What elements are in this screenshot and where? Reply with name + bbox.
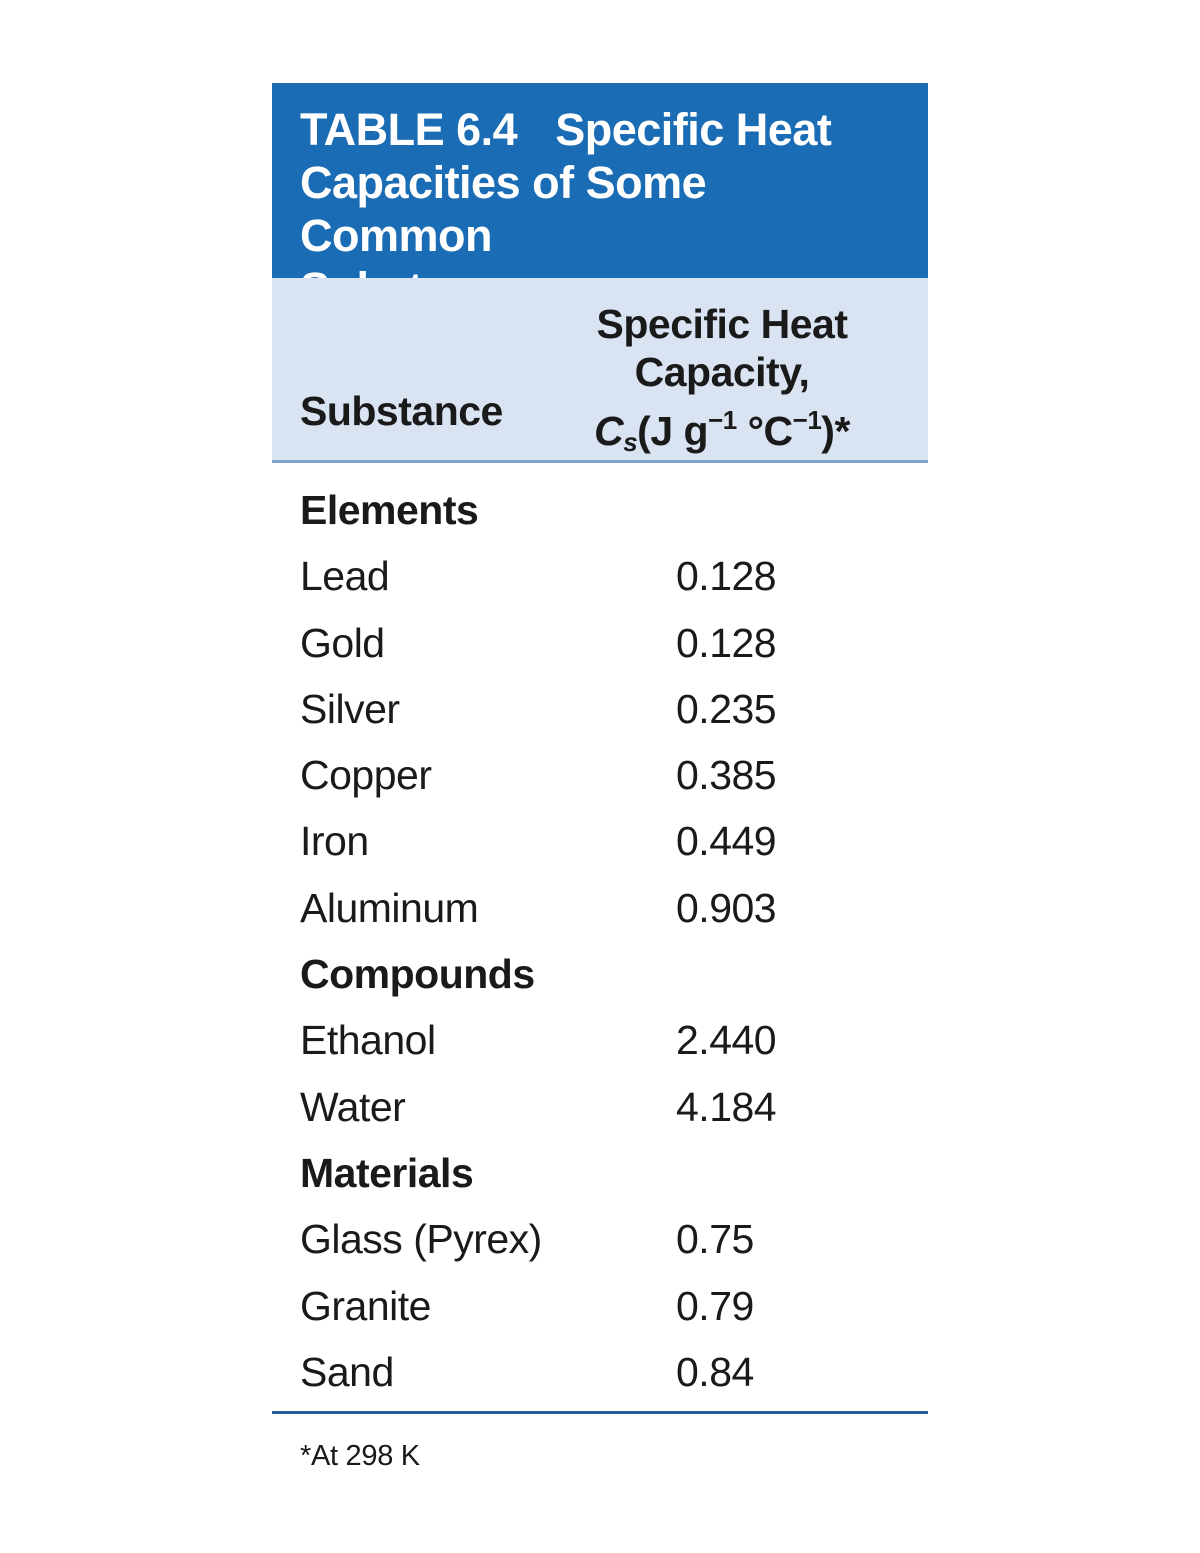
unit-mid: °C <box>736 408 793 454</box>
specific-heat-cell: 0.449 <box>676 818 777 865</box>
specific-heat-cell: 0.235 <box>676 685 777 732</box>
substance-cell: Granite <box>300 1282 431 1329</box>
specific-heat-cell: 4.184 <box>676 1083 777 1130</box>
table-row <box>272 744 928 810</box>
table-title-line-2: Capacities of Some Common <box>300 157 707 261</box>
specific-heat-cell: 0.79 <box>676 1282 754 1329</box>
table-body <box>272 463 928 1407</box>
table-row <box>272 877 928 943</box>
substance-cell: Silver <box>300 685 400 732</box>
substance-cell: Copper <box>300 752 432 799</box>
column-header-value-line-1: Specific Heat <box>596 301 848 347</box>
specific-heat-cell: 0.84 <box>676 1348 754 1395</box>
specific-heat-cell: 0.128 <box>676 553 777 600</box>
substance-cell: Glass (Pyrex) <box>300 1216 542 1263</box>
table-row <box>272 1275 928 1341</box>
table-number: TABLE 6.4 <box>300 104 518 155</box>
unit-open: (J g <box>637 408 709 454</box>
table-row <box>272 545 928 611</box>
section-header-row <box>272 479 928 545</box>
unit-close: )* <box>821 408 850 454</box>
substance-cell: Sand <box>300 1348 394 1395</box>
table-title-bar <box>272 83 928 278</box>
table-row <box>272 1009 928 1075</box>
unit-exponent-1: −1 <box>708 405 737 435</box>
column-header-substance: Substance <box>300 388 503 434</box>
table-row <box>272 612 928 678</box>
table-row <box>272 810 928 876</box>
substance-cell: Lead <box>300 553 390 600</box>
specific-heat-table <box>272 83 928 1407</box>
table-title-line-1 <box>300 103 900 156</box>
section-label: Compounds <box>300 951 535 998</box>
table-row <box>272 1341 928 1407</box>
substance-cell: Aluminum <box>300 884 479 931</box>
table-title-part-1: Specific Heat <box>555 104 832 155</box>
specific-heat-cell: 2.440 <box>676 1017 777 1064</box>
section-header-row <box>272 1142 928 1208</box>
section-label: Materials <box>300 1149 474 1196</box>
specific-heat-cell: 0.75 <box>676 1216 754 1263</box>
substance-cell: Gold <box>300 619 385 666</box>
column-header-specific-heat <box>577 300 867 466</box>
section-label: Elements <box>300 487 479 533</box>
specific-heat-cell: 0.903 <box>676 884 777 931</box>
column-header-value-line-3 <box>577 396 867 466</box>
column-header-value-line-2: Capacity, <box>634 349 810 395</box>
unit-exponent-2: −1 <box>792 405 822 435</box>
table-footnote: *At 298 K <box>300 1440 420 1472</box>
symbol-c: C <box>594 408 624 454</box>
table-row <box>272 678 928 744</box>
substance-cell: Iron <box>300 818 369 865</box>
substance-cell: Water <box>300 1083 406 1130</box>
table-bottom-rule <box>272 1411 928 1414</box>
symbol-subscript: s <box>623 427 638 457</box>
column-header-row <box>272 278 928 463</box>
substance-cell: Ethanol <box>300 1017 436 1064</box>
specific-heat-cell: 0.385 <box>676 752 777 799</box>
table-row <box>272 1076 928 1142</box>
table-row <box>272 1208 928 1274</box>
specific-heat-cell: 0.128 <box>676 619 777 666</box>
section-header-row <box>272 943 928 1009</box>
